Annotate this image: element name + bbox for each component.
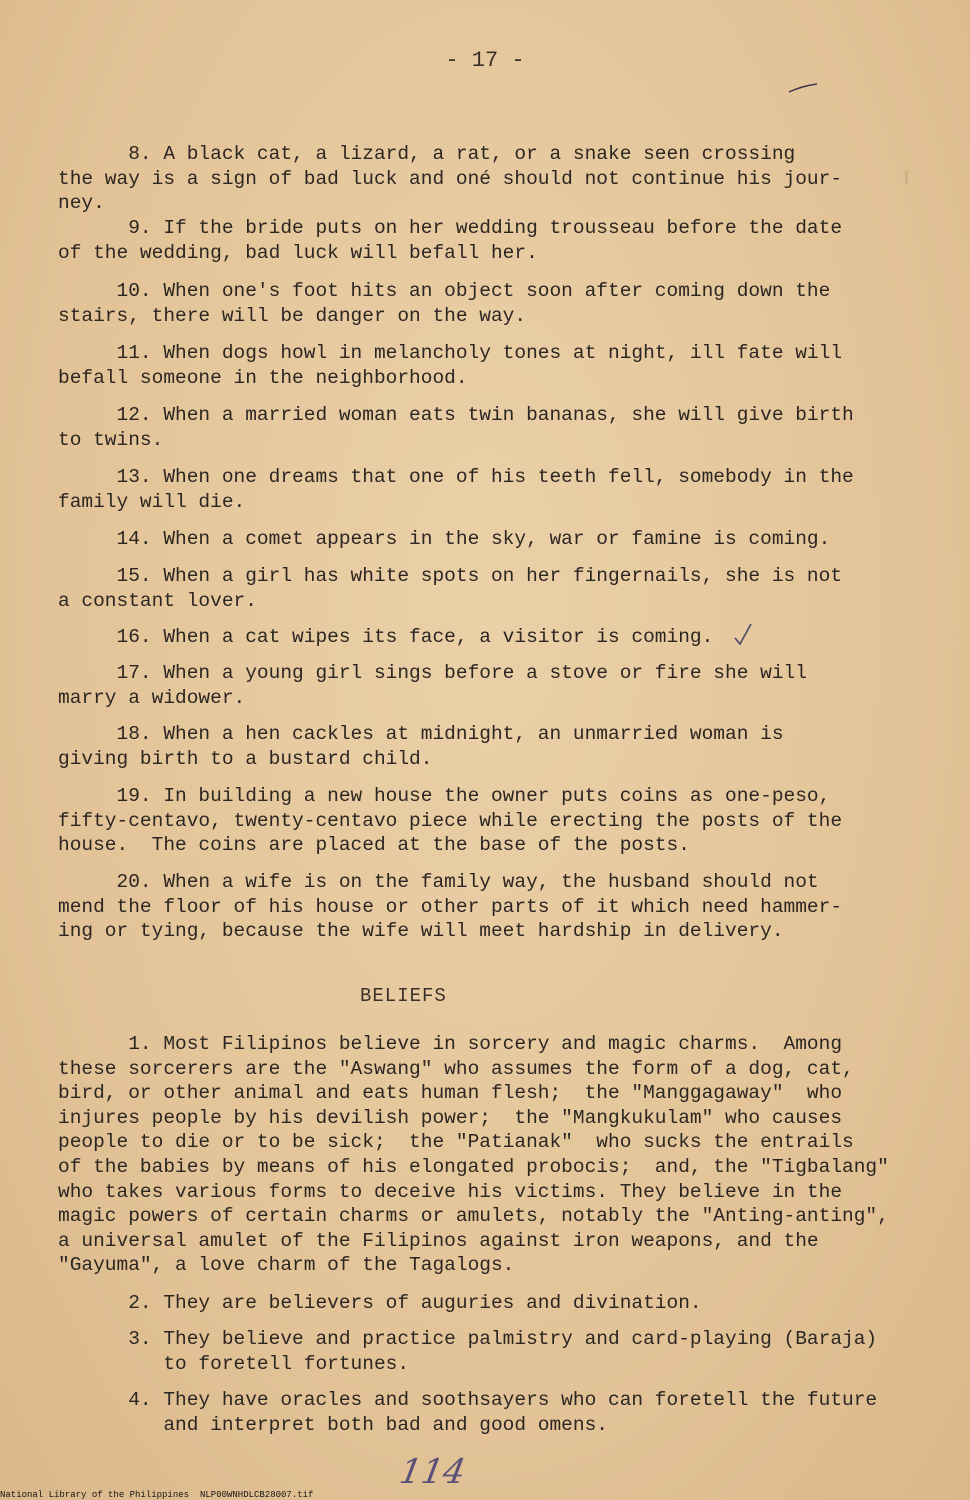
superstition-item-line: 8. A black cat, a lizard, a rat, or a snake seen crossing xyxy=(58,143,796,165)
superstition-item-line: house. The coins are placed at the base of the posts. xyxy=(58,834,690,857)
superstition-item xyxy=(58,216,842,265)
superstition-item xyxy=(58,625,713,650)
superstition-item-line: marry a widower. xyxy=(58,686,246,709)
belief-item-line: 4. They have oracles and soothsayers who can foretell the future xyxy=(58,1389,878,1411)
check-icon xyxy=(733,622,753,648)
superstition-item-line: 11. When dogs howl in melancholy tones at night, ill fate will xyxy=(58,342,843,364)
belief-item xyxy=(58,1388,877,1437)
belief-item-line: 2. They are believers of auguries and divination. xyxy=(58,1292,702,1314)
superstition-item xyxy=(58,870,842,944)
superstition-item xyxy=(58,279,830,328)
belief-item-line: people to die or to be sick; the "Patianak" who sucks the entrails xyxy=(58,1131,854,1154)
superstition-item-line: of the wedding, bad luck will befall her. xyxy=(58,241,538,264)
belief-item xyxy=(58,1291,702,1316)
superstition-item xyxy=(58,403,854,452)
belief-item-line: "Gayuma", a love charm of the Tagalogs. xyxy=(58,1254,515,1277)
footer-source: National Library of the Philippines xyxy=(0,1490,190,1500)
belief-item-line: to foretell fortunes. xyxy=(58,1352,410,1375)
superstition-item-line: 12. When a married woman eats twin bananas, she will give birth xyxy=(58,404,854,426)
belief-item-line: of the babies by means of his elongated probocis; and, the "Tigbalang" xyxy=(58,1155,889,1178)
superstition-item xyxy=(58,564,842,613)
superstition-item-line: to twins. xyxy=(58,428,164,451)
belief-item-line: 1. Most Filipinos believe in sorcery and magic charms. Among xyxy=(58,1033,843,1055)
superstition-item-line: ing or tying, because the wife will meet hardship in delivery. xyxy=(58,920,784,943)
superstition-item xyxy=(58,341,842,390)
belief-item-line: a universal amulet of the Filipinos against iron weapons, and the xyxy=(58,1229,819,1252)
superstition-item-line: 13. When one dreams that one of his teeth fell, somebody in the xyxy=(58,466,854,488)
paper-edge-mark xyxy=(905,170,908,184)
footer-file-id: NLP00WNHDLCB28007.tif xyxy=(200,1490,314,1500)
belief-item-line: who takes various forms to deceive his victims. They believe in the xyxy=(58,1180,843,1203)
page-number: - 17 - xyxy=(445,48,525,73)
superstition-item xyxy=(58,465,854,514)
superstition-item-line: 17. When a young girl sings before a stove or fire she will xyxy=(58,662,807,684)
superstition-item-line: 19. In building a new house the owner puts coins as one-peso, xyxy=(58,785,831,807)
belief-item-line: bird, or other animal and eats human flesh; the "Manggagaway" who xyxy=(58,1082,843,1105)
belief-item-line: and interpret both bad and good omens. xyxy=(58,1413,608,1436)
superstition-item-line: 18. When a hen cackles at midnight, an unmarried woman is xyxy=(58,723,784,745)
belief-item xyxy=(58,1327,877,1376)
superstition-item-line: 20. When a wife is on the family way, the husband should not xyxy=(58,871,819,893)
belief-item-line: 3. They believe and practice palmistry and card-playing (Baraja) xyxy=(58,1328,878,1350)
superstition-item-line: 15. When a girl has white spots on her fingernails, she is not xyxy=(58,565,843,587)
superstition-item-line: 9. If the bride puts on her wedding trousseau before the date xyxy=(58,217,843,239)
superstition-item xyxy=(58,722,784,771)
pen-stroke-mark xyxy=(788,82,818,94)
belief-item xyxy=(58,1032,889,1278)
superstition-item-line: a constant lover. xyxy=(58,589,257,612)
superstition-item-line: ney. xyxy=(58,192,105,215)
superstition-item xyxy=(58,527,830,552)
superstition-item-line: mend the floor of his house or other parts of it which need hammer- xyxy=(58,895,843,918)
superstition-item-line: 14. When a comet appears in the sky, war or famine is coming. xyxy=(58,528,831,550)
superstition-item xyxy=(58,661,807,710)
superstition-item-line: stairs, there will be danger on the way. xyxy=(58,304,527,327)
superstition-item xyxy=(58,142,842,216)
superstition-item-line: 16. When a cat wipes its face, a visitor is coming. xyxy=(58,626,714,648)
superstition-item-line: the way is a sign of bad luck and oné should not continue his jour- xyxy=(58,167,843,190)
superstition-item-line: giving birth to a bustard child. xyxy=(58,747,433,770)
belief-item-line: injures people by his devilish power; the "Mangkukulam" who causes xyxy=(58,1106,843,1129)
belief-item-line: magic powers of certain charms or amulets, notably the "Anting-anting", xyxy=(58,1205,889,1228)
superstition-item xyxy=(58,784,842,858)
superstition-item-line: 10. When one's foot hits an object soon after coming down the xyxy=(58,280,831,302)
superstition-item-line: fifty-centavo, twenty-centavo piece while erecting the posts of the xyxy=(58,809,843,832)
superstition-item-line: family will die. xyxy=(58,490,246,513)
superstition-item-line: befall someone in the neighborhood. xyxy=(58,366,468,389)
handwritten-page-number: 114 xyxy=(396,1452,469,1492)
belief-item-line: these sorcerers are the "Aswang" who assumes the form of a dog, cat, xyxy=(58,1057,854,1080)
beliefs-heading: BELIEFS xyxy=(360,985,447,1007)
